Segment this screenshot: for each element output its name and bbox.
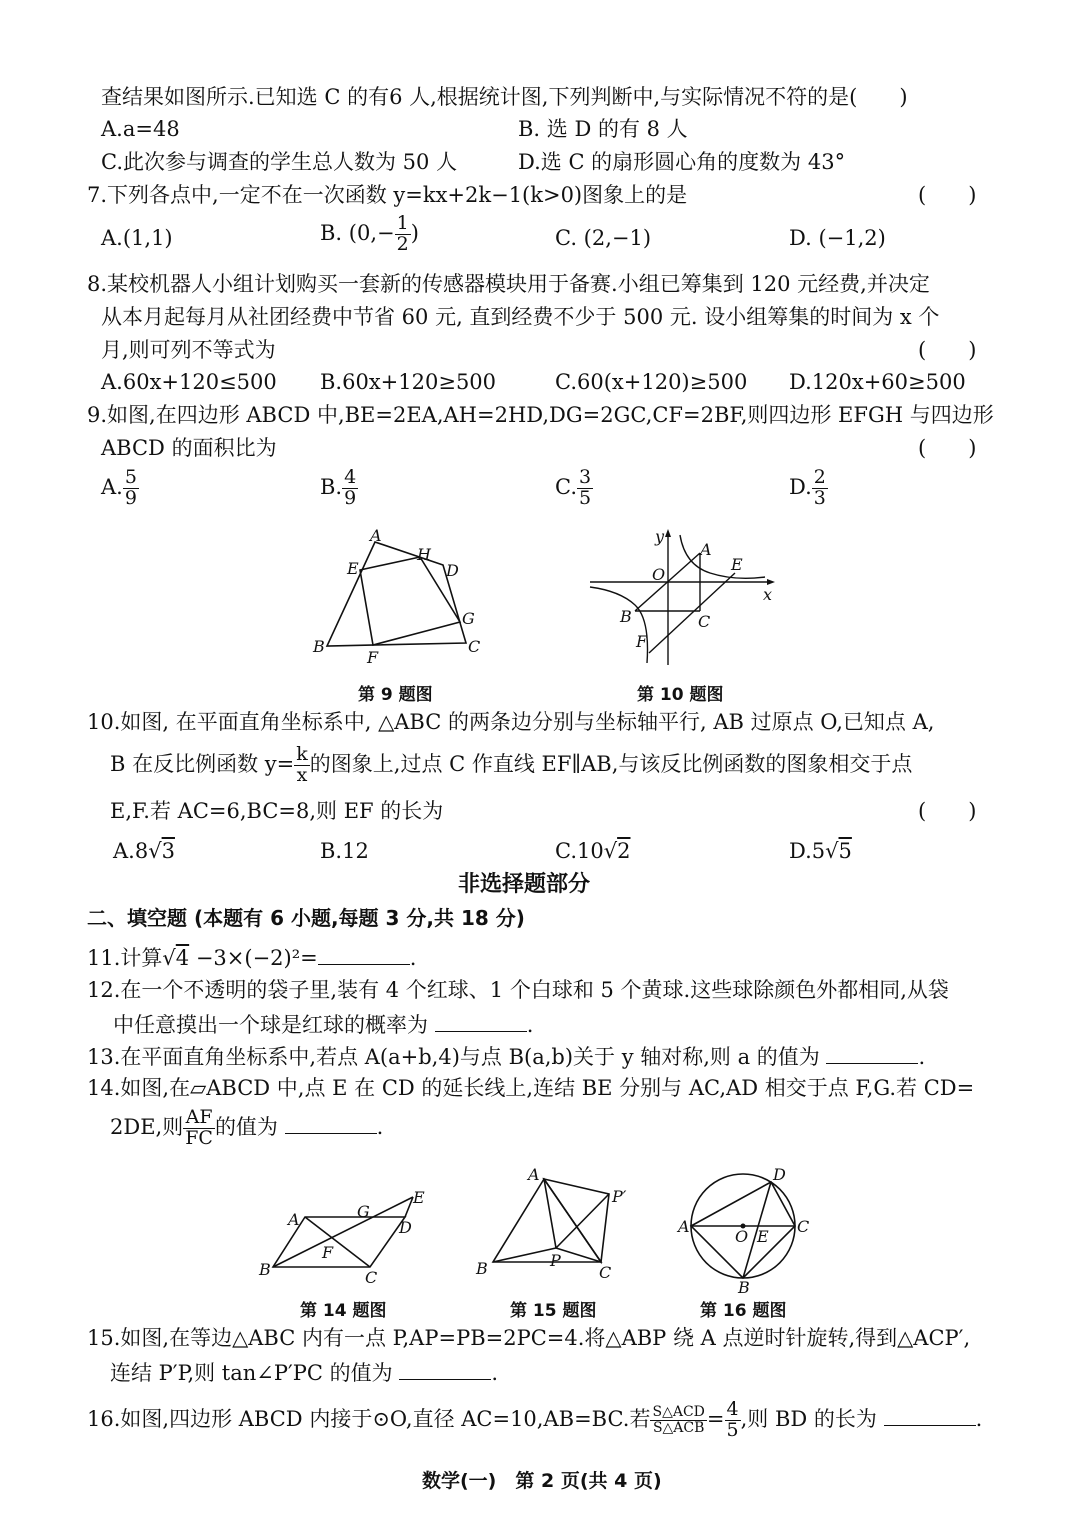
section-title: 非选择题部分	[458, 872, 591, 897]
q6-option-c: C.此次参与调查的学生总人数为 50 人	[101, 150, 458, 174]
figure-16-caption: 第 16 题图	[700, 1301, 787, 1321]
q12-line1: 12.在一个不透明的袋子里,装有 4 个红球、1 个白球和 5 个黄球.这些球除颜色外都相同,从袋	[87, 978, 949, 1002]
fig14-label: C	[365, 1268, 378, 1285]
option-letter: B.	[320, 474, 343, 499]
fraction-denominator: 5	[579, 486, 592, 509]
fig10-label: E	[731, 555, 743, 574]
answer-blank[interactable]	[318, 946, 410, 965]
fraction-numerator: 4	[726, 1398, 739, 1420]
q11-end: .	[409, 946, 417, 970]
q9-option-c	[555, 468, 593, 509]
q8-option-c: C.60(x+120)≥500	[555, 370, 748, 394]
q16-post: ,则 BD 的长为	[740, 1406, 877, 1431]
q7-option-b	[320, 214, 419, 255]
fig14-label: A	[288, 1210, 300, 1229]
q8-line3: 月,则可列不等式为	[101, 338, 276, 362]
q6-option-d: D.选 C 的扇形圆心角的度数为 43°	[518, 150, 846, 174]
q9-option-a-fraction	[123, 468, 139, 509]
fig16-label: D	[773, 1165, 786, 1184]
figure-9-quadrilateral	[300, 525, 500, 670]
q10-line1: 10.如图, 在平面直角坐标系中, △ABC 的两条边分别与坐标轴平行, AB 过原点 O,已知点 A,	[87, 710, 935, 734]
fig10-label: A	[700, 540, 712, 559]
q16-line	[87, 1400, 982, 1441]
option-prefix: D.5√	[789, 839, 839, 863]
fig9-label: B	[313, 637, 325, 656]
fraction-numerator: 2	[813, 466, 826, 488]
q9-option-a	[101, 468, 139, 509]
q16-area-ratio	[650, 1405, 706, 1435]
fraction-numerator: 1	[396, 212, 409, 234]
q10-paren: ( )	[918, 799, 977, 823]
fig14-label: F	[322, 1243, 334, 1262]
q14-line2	[110, 1108, 383, 1149]
q10-line2-pre: B 在反比例函数 y=	[110, 751, 295, 776]
q13-end: .	[918, 1045, 926, 1069]
q7-option-b-fraction	[395, 214, 411, 255]
q6-option-b: B. 选 D 的有 8 人	[518, 117, 688, 141]
fig9-label: F	[367, 648, 379, 667]
q16-pre: 16.如图,四边形 ABCD 内接于⊙O,直径 AC=10,AB=BC.若	[87, 1406, 651, 1431]
fraction-denominator: 9	[124, 486, 137, 509]
q9-option-d-fraction	[812, 468, 828, 509]
q13-line	[87, 1045, 925, 1068]
radicand: 3	[161, 839, 175, 863]
fraction-denominator: 2	[396, 232, 409, 255]
figure-9-caption: 第 9 题图	[358, 685, 433, 705]
triangle-acp-prime	[544, 1179, 609, 1262]
q8-line2: 从本月起每月从社团经费中节省 60 元, 直到经费不少于 500 元. 设小组筹集的时间为 x 个	[101, 305, 940, 329]
q10-fraction-k-over-x	[294, 745, 310, 786]
fraction-denominator: S△ACB	[652, 1419, 705, 1436]
q8-option-a: A.60x+120≤500	[101, 370, 277, 394]
fig15-label: P	[550, 1251, 561, 1270]
q7-option-c: C. (2,−1)	[555, 226, 652, 250]
q16-equals: =	[706, 1406, 725, 1431]
diagonal-ac	[305, 1217, 370, 1267]
segment-ap	[544, 1179, 556, 1248]
figure-14-caption: 第 14 题图	[300, 1301, 387, 1321]
quad-abcd	[327, 542, 466, 646]
q13-text: 13.在平面直角坐标系中,若点 A(a+b,4)与点 B(a,b)关于 y 轴对称,则 a 的值为	[87, 1045, 820, 1069]
fig10-label: B	[620, 607, 632, 626]
fig14-label: B	[259, 1260, 271, 1279]
fig10-label: F	[636, 632, 648, 651]
q11-post: −3×(−2)²=	[189, 946, 318, 970]
line-ef	[649, 573, 735, 653]
q9-paren: ( )	[918, 436, 977, 460]
q10-option-d	[789, 841, 852, 862]
q8-option-b: B.60x+120≥500	[320, 370, 497, 394]
fig9-label: C	[468, 637, 481, 656]
fig16-label: B	[738, 1278, 750, 1295]
fig14-label: E	[413, 1188, 425, 1207]
fraction-denominator: x	[296, 763, 308, 786]
q6-option-a: A.a=48	[101, 117, 180, 141]
figure-10-caption: 第 10 题图	[637, 685, 724, 705]
q12-line2-text: 中任意摸出一个球是红球的概率为	[113, 1013, 428, 1037]
figure-16-inscribed-quadrilateral	[675, 1160, 815, 1295]
q11-pre: 11.计算√	[87, 946, 176, 970]
fig9-label: H	[417, 545, 431, 564]
fig15-label: P′	[612, 1187, 627, 1206]
q14-fraction-af-fc	[183, 1108, 215, 1149]
q8-option-d: D.120x+60≥500	[789, 370, 966, 394]
option-letter: A.	[101, 474, 123, 499]
q9-line1: 9.如图,在四边形 ABCD 中,BE=2EA,AH=2HD,DG=2GC,CF=2BF,则四边形 EFGH 与四边形	[87, 403, 994, 427]
q10-line3: E,F.若 AC=6,BC=8,则 EF 的长为	[110, 799, 444, 823]
figure-15-caption: 第 15 题图	[510, 1301, 597, 1321]
q9-line2: ABCD 的面积比为	[101, 436, 277, 460]
fig15-label: C	[599, 1263, 612, 1282]
segment-bp	[493, 1248, 556, 1262]
fraction-numerator: k	[296, 743, 308, 765]
q14-line2-post: 的值为	[214, 1114, 278, 1139]
q12-end: .	[526, 1013, 534, 1037]
fig9-label: A	[370, 526, 382, 545]
option-prefix: C.10√	[555, 839, 618, 863]
q15-end: .	[491, 1361, 499, 1385]
segment-pp-prime	[556, 1194, 609, 1248]
q15-line2-text: 连结 P′P,则 tan∠P′PC 的值为	[110, 1361, 393, 1385]
fig15-label: A	[528, 1165, 540, 1184]
q10-line2-post: 的图象上,过点 C 作直线 EF∥AB,与该反比例函数的图象相交于点	[309, 751, 913, 776]
q7-paren: ( )	[918, 183, 977, 207]
q6-stem-tail: 查结果如图所示.已知选 C 的有6 人,根据统计图,下列判断中,与实际情况不符的是( )	[101, 85, 908, 109]
hyperbola-branch-1	[680, 535, 765, 578]
fig14-label: G	[357, 1202, 370, 1221]
fraction-numerator: S△ACD	[652, 1404, 705, 1421]
fraction-denominator: 5	[726, 1418, 739, 1441]
q9-option-b	[320, 468, 358, 509]
q10-line2	[110, 745, 912, 786]
fraction-denominator: 3	[813, 486, 826, 509]
fig10-label: C	[698, 612, 711, 631]
q15-line2	[110, 1361, 498, 1384]
fig16-label: E	[757, 1227, 769, 1246]
fraction-numerator: 3	[579, 466, 592, 488]
q12-line2	[113, 1013, 533, 1036]
answer-blank[interactable]	[826, 1045, 918, 1064]
figure-14-parallelogram	[255, 1185, 440, 1285]
q7-option-b-post: )	[410, 220, 419, 245]
q7-option-b-pre: B. (0,−	[320, 220, 395, 245]
fig9-label: D	[446, 561, 459, 580]
fraction-denominator: FC	[185, 1126, 213, 1149]
fig10-label: x	[763, 585, 773, 604]
q16-ratio-value	[725, 1400, 741, 1441]
fraction-numerator: AF	[183, 1108, 215, 1129]
answer-blank[interactable]	[435, 1013, 527, 1032]
q10-option-a	[113, 841, 175, 862]
fig16-label: O	[735, 1227, 749, 1246]
q9-option-b-fraction	[342, 468, 358, 509]
figure-15-equilateral-triangle	[470, 1162, 640, 1284]
fig10-label: O	[652, 565, 666, 584]
fig16-label: A	[678, 1217, 690, 1236]
fig14-label: D	[399, 1218, 412, 1237]
q14-line2-pre: 2DE,则	[110, 1114, 184, 1139]
figure-10-coordinate-plane	[585, 525, 785, 670]
radicand: 4	[175, 946, 190, 970]
fraction-numerator: 5	[124, 466, 137, 488]
q10-option-b: B.12	[320, 839, 369, 863]
q8-paren: ( )	[918, 338, 977, 362]
q11-line	[87, 946, 416, 969]
answer-blank[interactable]	[285, 1115, 377, 1134]
option-letter: C.	[555, 474, 577, 499]
segment-pc	[556, 1248, 601, 1262]
radicand: 5	[838, 839, 852, 863]
q8-line1: 8.某校机器人小组计划购买一套新的传感器模块用于备赛.小组已筹集到 120 元经费,并决定	[87, 272, 930, 296]
q7-stem: 7.下列各点中,一定不在一次函数 y=kx+2k−1(k>0)图象上的是	[87, 183, 688, 207]
option-prefix: A.8√	[113, 839, 162, 863]
q14-line1: 14.如图,在▱ABCD 中,点 E 在 CD 的延长线上,连结 BE 分别与 AC,AD 相交于点 F,G.若 CD=	[87, 1076, 975, 1100]
q7-option-d: D. (−1,2)	[789, 226, 886, 250]
y-axis-arrow	[665, 529, 671, 537]
answer-blank[interactable]	[884, 1407, 976, 1426]
fig16-label: C	[797, 1217, 810, 1236]
fig10-label: y	[655, 527, 665, 546]
answer-blank[interactable]	[399, 1361, 491, 1380]
q16-end: .	[975, 1406, 983, 1431]
q7-option-a: A.(1,1)	[101, 226, 173, 250]
fig15-label: B	[476, 1259, 488, 1278]
part2-header: 二、填空题 (本题有 6 小题,每题 3 分,共 18 分)	[87, 906, 525, 930]
q14-end: .	[376, 1114, 384, 1139]
fraction-numerator: 4	[344, 466, 357, 488]
fig9-label: E	[347, 559, 359, 578]
q15-line1: 15.如图,在等边△ABC 内有一点 P,AP=PB=2PC=4.将△ABP 绕 A 点逆时针旋转,得到△ACP′,	[87, 1326, 971, 1350]
q10-option-c	[555, 841, 630, 862]
q9-option-d	[789, 468, 828, 509]
segment-be	[273, 1197, 413, 1267]
q9-option-c-fraction	[577, 468, 593, 509]
fraction-denominator: 9	[344, 486, 357, 509]
page-footer: 数学(一) 第 2 页(共 4 页)	[422, 1470, 662, 1492]
hyperbola-branch-2	[590, 587, 648, 663]
option-letter: D.	[789, 474, 812, 499]
radicand: 2	[617, 839, 631, 863]
fig9-label: G	[462, 609, 475, 628]
